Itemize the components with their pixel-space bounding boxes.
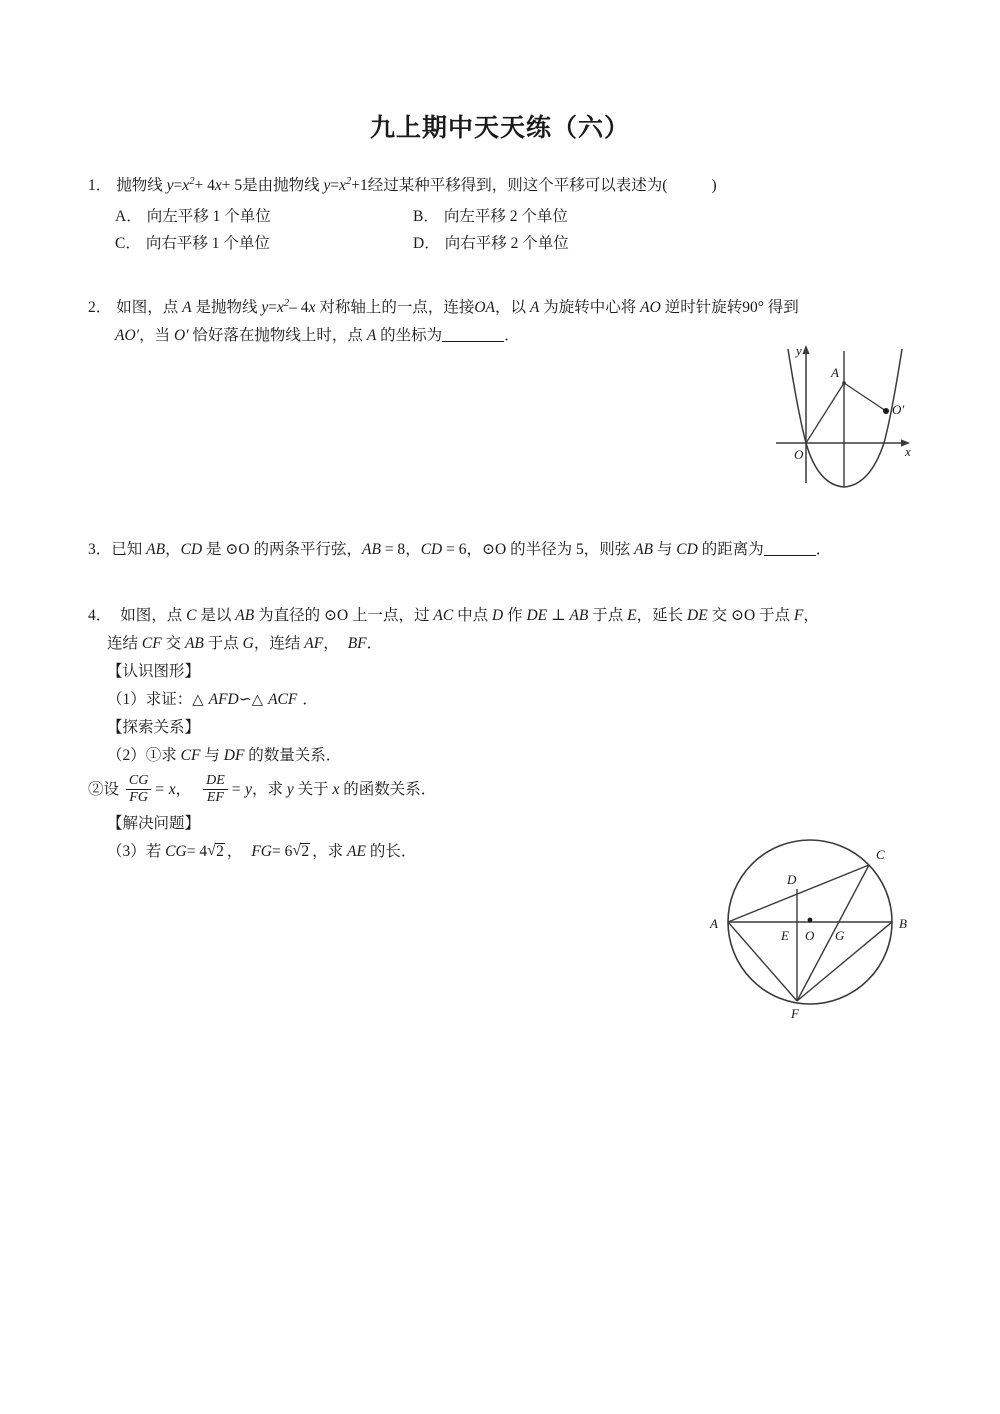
q3-b: ，: [165, 541, 181, 558]
q4-p2-DF: DF: [223, 747, 245, 764]
option-row-1: [115, 203, 711, 230]
q4-p3-num: （3）: [107, 843, 146, 860]
q1-expr1-rest: + 4: [194, 177, 215, 195]
q4-part-1: [88, 686, 918, 714]
q2-l2-b: 恰好落在抛物线上时，点: [188, 327, 367, 345]
q4-p2-circ: ①: [145, 747, 162, 764]
q4-l2-BF: BF: [347, 635, 367, 652]
q2-l1-y: y: [261, 299, 269, 317]
q4-l1-a: 如图，点: [120, 607, 187, 624]
parabola-label-Oprime: O′: [892, 402, 905, 417]
q2-l2-a: ，当: [139, 327, 174, 345]
q4-l2-f: ．: [366, 635, 383, 652]
q4-l1-k: ，: [803, 607, 819, 624]
q4-p3-eq1: = 4: [186, 843, 208, 860]
option-B-text: 向左平移 2 个单位: [443, 208, 568, 225]
q1-expr2-sup: 2: [346, 176, 352, 187]
q3-AB3: AB: [634, 541, 654, 558]
q1-stem-pre: 抛物线: [116, 177, 167, 195]
q4-p1-num: （1）: [107, 691, 146, 708]
q3-answer-blank[interactable]: [764, 541, 816, 556]
q4-p3-AE: AE: [347, 843, 366, 860]
q3-e: = 8: [380, 541, 406, 558]
q2-l1-sup: 2: [283, 298, 290, 309]
fraction-de-ef: [203, 773, 228, 805]
option-A[interactable]: [115, 203, 413, 230]
q4-l1-h: ，延长: [636, 607, 688, 624]
q4-p2b-c: 关于: [293, 781, 333, 798]
q4-frac2-num: DE: [206, 773, 225, 789]
q4-l1-e: 中点: [453, 607, 492, 624]
q4-part-2a: [88, 742, 918, 770]
fraction-cg-fg: [126, 773, 151, 805]
q2-answer-blank[interactable]: [442, 327, 504, 342]
q4-frac1-den-wrap: [126, 789, 151, 806]
q1-stem-mid: 是由抛物线: [242, 177, 324, 195]
q4-l1-b: 是以: [196, 607, 236, 624]
q1-stem-close: ): [711, 177, 717, 195]
q4-p2b-d: 的函数关系．: [339, 781, 437, 798]
q4-p2b-b: ，求: [251, 781, 287, 798]
q4-p1-a: 求证：: [145, 691, 193, 708]
q4-p3-c: 的长．: [365, 843, 417, 860]
option-D[interactable]: [413, 230, 711, 257]
q3-h: ，: [466, 541, 483, 558]
q4-section-heading-2: 【探索关系】: [107, 719, 201, 736]
q4-p1-ACF: ACF: [268, 691, 298, 708]
question-2-number: 2．: [88, 299, 112, 317]
q1-expr1-x2: x: [214, 177, 222, 195]
q4-p1-AFD: AFD: [208, 691, 239, 708]
question-1: [88, 168, 908, 200]
q2-l1-A: A: [182, 299, 192, 317]
q1-expr2-eq: =: [330, 177, 340, 195]
q2-l1-A2: A: [529, 299, 540, 317]
question-4-line-2: [88, 630, 918, 658]
q4-l2-c: 于点: [203, 635, 243, 652]
q1-expr1-x: x: [182, 177, 190, 195]
q4-l1-d: 上一点，过: [348, 607, 434, 624]
q2-l1-b: 是抛物线: [191, 299, 262, 317]
q4-p3-rad2: 2: [301, 843, 310, 860]
q3-j: 与: [653, 541, 677, 558]
q2-l2-c: 的坐标为: [376, 327, 443, 345]
option-row-2: [115, 230, 711, 257]
q3-dot: ．: [815, 541, 832, 558]
q3-g: = 6: [442, 541, 467, 558]
parabola-label-x: x: [905, 444, 911, 459]
q4-l1-AC: AC: [433, 607, 454, 624]
q4-l2-e: ，: [323, 635, 339, 652]
q3-odot2: ⊙O: [482, 541, 507, 558]
q4-p2-b: 与: [200, 747, 224, 764]
q4-l2-b: 交: [161, 635, 185, 652]
q1-expr2-y: y: [323, 177, 331, 195]
q3-CD: CD: [180, 541, 203, 558]
circle-geometry-figure: [702, 832, 932, 1037]
q4-p2b-x: x: [332, 781, 340, 798]
q4-l1-DE: DE: [526, 607, 548, 624]
circle-label-C: C: [876, 847, 885, 862]
q3-AB2: AB: [362, 541, 381, 558]
q4-l1-odot2: ⊙O: [730, 607, 756, 624]
q1-stem-post: 经过某种平移得到，则这个平移可以表述为(: [367, 177, 668, 195]
q4-p3-comma: ，: [226, 843, 243, 860]
q4-p2-CF: CF: [180, 747, 201, 764]
q1-expr2-x: x: [339, 177, 347, 195]
q4-p2b-eq1: = x: [154, 781, 176, 798]
q4-l2-a: 连结: [107, 635, 142, 652]
q3-CD2: CD: [420, 541, 443, 558]
q4-l1-c: 为直径的: [254, 607, 324, 624]
option-A-text: 向左平移 1 个单位: [146, 208, 271, 225]
q4-l1-AB: AB: [235, 607, 255, 624]
circle-label-D: D: [787, 872, 797, 887]
q4-l1-perp: ⊥: [547, 607, 570, 624]
circle-label-E: E: [781, 928, 789, 943]
parabola-rotation-figure: [762, 335, 922, 497]
q4-p3-FG: FG: [251, 843, 273, 860]
question-3-stem: [88, 536, 918, 564]
q4-l1-i: 交: [707, 607, 731, 624]
option-D-key: D．: [413, 235, 440, 252]
q3-i: 的半径为 5，则弦: [506, 541, 635, 558]
q3-d: 的两条平行弦，: [249, 541, 362, 558]
q4-section-heading-1: 【认识图形】: [107, 663, 201, 680]
question-2-line-1: [88, 290, 918, 322]
q4-frac1-den: FG: [129, 789, 148, 805]
q1-expr1-tail: + 5: [221, 177, 243, 195]
q4-l1-g: 于点: [588, 607, 628, 624]
q2-l1-eq: =: [268, 299, 278, 317]
q4-frac1-num: CG: [128, 773, 149, 789]
q4-p2-num: （2）: [107, 747, 146, 764]
q2-l1-d: ，以: [495, 299, 530, 317]
q2-l1-a: 如图，点: [116, 299, 183, 317]
question-4-number: 4．: [88, 607, 112, 624]
q4-p3-eq2: = 6: [272, 843, 293, 860]
q4-p1-dot: ．: [302, 691, 318, 708]
q4-l2-AB: AB: [184, 635, 204, 652]
q2-l1-x: x: [277, 299, 284, 317]
circle-label-B: B: [899, 916, 907, 931]
question-1-options: [115, 203, 711, 257]
parabola-label-A: A: [831, 365, 839, 380]
q4-p3-b: ，求: [312, 843, 348, 860]
q4-part-2b: [88, 770, 918, 810]
question-3-number: 3．: [88, 541, 112, 558]
question-1-stem: [88, 168, 908, 200]
q4-p2b-comma: ，: [175, 781, 192, 798]
circle-label-A: A: [710, 916, 718, 931]
q4-l2-d: ，连结: [253, 635, 305, 652]
q4-l2-AF: AF: [304, 635, 324, 652]
q2-l1-AO: AO: [640, 299, 661, 317]
q2-l2-dot: ．: [504, 327, 520, 345]
circle-label-O: O: [805, 928, 815, 943]
q4-l1-F: F: [793, 607, 804, 624]
q4-l1-f: 作: [503, 607, 527, 624]
parabola-label-O: O: [794, 447, 804, 462]
question-3: [88, 536, 918, 564]
question-4: [88, 602, 918, 866]
q2-l1-minus: – 4: [289, 299, 309, 317]
q4-p2b-eq2: = y: [230, 781, 252, 798]
triangle-icon-1: △: [192, 692, 204, 708]
question-1-number: 1．: [88, 177, 112, 195]
q1-expr1-y: y: [166, 177, 174, 195]
circle-label-G: G: [835, 928, 845, 943]
q4-p2b-a: 设: [103, 781, 123, 798]
q2-l1-f: 逆时针旋转: [660, 299, 743, 317]
parabola-label-y: y: [796, 343, 802, 358]
q3-f: ，: [405, 541, 421, 558]
q2-l2-A: A: [366, 327, 377, 345]
q4-frac2-den-wrap: [203, 789, 228, 806]
q4-p2b-circ: ②: [88, 781, 104, 798]
q1-expr2-tail: +1: [351, 177, 368, 195]
q3-AB: AB: [146, 541, 166, 558]
option-B[interactable]: [413, 203, 711, 230]
q2-l2-Op: O′: [173, 327, 189, 345]
q4-frac2-den: EF: [206, 789, 224, 805]
q4-l1-AB2: AB: [569, 607, 589, 624]
q4-l1-D: D: [492, 607, 504, 624]
triangle-icon-2: △: [251, 692, 264, 708]
q4-l2-G: G: [242, 635, 254, 652]
q2-l1-e: 为旋转中心将: [539, 299, 641, 317]
q2-l2-AOp: AO′: [115, 327, 140, 345]
option-C[interactable]: [115, 230, 413, 257]
q4-p2-c: 的数量关系．: [244, 747, 342, 764]
q4-l1-odot: ⊙O: [323, 607, 349, 624]
option-C-text: 向右平移 1 个单位: [145, 235, 270, 252]
q4-p3-rad1: 2: [216, 843, 224, 860]
q4-l1-C: C: [186, 607, 197, 624]
q4-p2-a: 求: [161, 747, 181, 764]
q2-l1-x2: x: [308, 299, 316, 317]
option-D-text: 向右平移 2 个单位: [444, 235, 569, 252]
q3-c: 是: [202, 541, 226, 558]
q4-l1-E: E: [627, 607, 637, 624]
q2-l1-c: 对称轴上的一点，连接: [315, 299, 475, 317]
q3-CD3: CD: [676, 541, 698, 558]
q3-a: 已知: [111, 541, 147, 558]
option-B-key: B．: [413, 208, 439, 225]
q2-l1-OA: OA: [474, 299, 496, 317]
circle-label-F: F: [791, 1006, 799, 1021]
sqrt-icon-2: [292, 838, 312, 866]
question-4-line-1: [88, 602, 918, 630]
similar-icon: ∽: [238, 691, 252, 708]
q2-l1-g: 得到: [763, 299, 799, 317]
q4-p3-a: 若: [145, 843, 166, 860]
option-C-key: C．: [115, 235, 141, 252]
q4-p2b-y: y: [286, 781, 294, 798]
q4-l1-DE2: DE: [687, 607, 708, 624]
q1-expr1-sup: 2: [189, 176, 195, 187]
page-title: 九上期中天天练（六）: [369, 115, 630, 142]
q4-section-heading-3: 【解决问题】: [107, 815, 201, 832]
option-A-key: A．: [115, 208, 142, 225]
q4-l2-CF: CF: [141, 635, 162, 652]
q2-l1-deg: 90°: [742, 299, 764, 317]
q4-p3-CG: CG: [165, 843, 187, 860]
q3-k: 的距离为: [697, 541, 764, 558]
q3-odot1: ⊙O: [225, 541, 250, 558]
q1-expr1-eq: =: [173, 177, 183, 195]
sqrt-icon-1: [207, 838, 227, 866]
q4-l1-j: 于点: [755, 607, 794, 624]
